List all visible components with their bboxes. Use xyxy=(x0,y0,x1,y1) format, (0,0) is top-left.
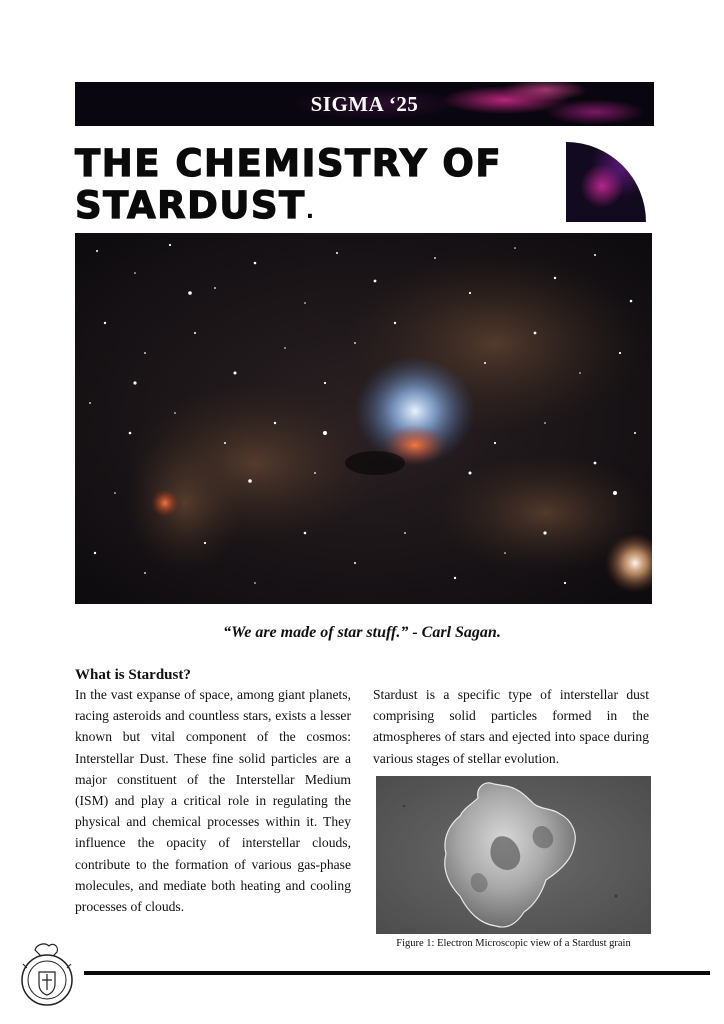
university-crest-logo xyxy=(19,940,75,1008)
pull-quote: “We are made of star stuff.” - Carl Sagan. xyxy=(223,624,501,641)
header-banner xyxy=(75,82,654,126)
section-heading: What is Stardust? xyxy=(75,667,191,683)
nebula-hero-image xyxy=(75,233,652,604)
footer-divider xyxy=(84,971,710,975)
article-title xyxy=(75,143,555,233)
decorative-quarter-circle-image xyxy=(566,142,646,222)
article-title-text: THE CHEMISTRY OF STARDUST xyxy=(75,142,503,227)
banner-title: SIGMA ‘25 xyxy=(310,91,419,116)
paragraph-2: Stardust is a specific type of interstellar dust comprising solid particles formed in the atmospheres of stars and ejected into space during various stages of stellar evolution. xyxy=(373,687,649,766)
paragraph-1: In the vast expanse of space, among giant planets, racing asteroids and countless stars, exists a lesser known but vital component of the cosmos: Interstellar Dust. These fine solid particles are a major constituent of the Interstellar Medium (ISM) and play a critical role in regulating the physical and chemical processes within it. They influence the opacity of interstellar clouds, contribute to the formation of various gas-phase molecules, and mediate both heating and cooling processes of clouds. xyxy=(75,687,351,915)
stardust-grain-micrograph xyxy=(376,776,651,934)
article-title-punct: . xyxy=(305,199,316,224)
figure-caption: Figure 1: Electron Microscopic view of a Stardust grain xyxy=(396,938,631,949)
